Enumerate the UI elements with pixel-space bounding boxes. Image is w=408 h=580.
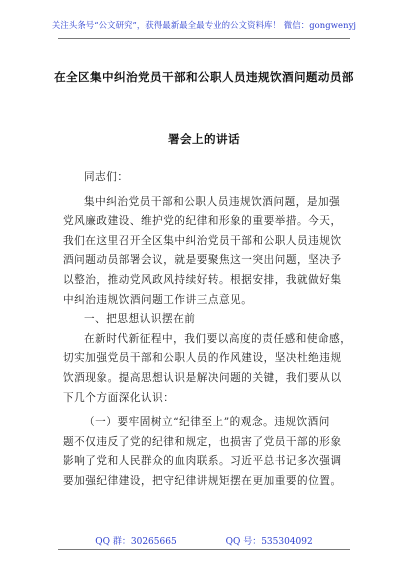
document-title-line-2: 署会上的讲话	[168, 132, 240, 146]
paragraph-line: 要加强纪律建设，把守纪律讲规矩摆在更加重要的位置。	[63, 474, 342, 487]
header-divider	[58, 38, 350, 39]
greeting: 同志们：	[84, 171, 129, 183]
paragraph-line: 饮酒现象。提高思想认识是解决问题的关键，我们要从以	[63, 371, 342, 384]
paragraph-line: 党风廉政建设、维护党的纪律和形象的重要举措。今天，	[63, 215, 342, 228]
paragraph-line: 中纠治违规饮酒问题工作讲三点意见。	[63, 293, 253, 306]
paragraph-line: 题不仅违反了党的纪律和规定，也损害了党员干部的形象	[63, 435, 342, 448]
header-banner: 关注头条号“公文研究”，获得最新最全最专业的公文资料库！ 微信：gongwenyj	[51, 20, 357, 30]
paragraph-line: 切实加强党员干部和公职人员的作风建设，坚决杜绝违规	[63, 352, 342, 365]
paragraph-line: 下几个方面深化认识：	[63, 391, 175, 404]
paragraph-line: （一）要牢固树立“纪律至上”的观念。违规饮酒问	[84, 416, 330, 429]
paragraph-line: 酒问题动员部署会议，就是要聚焦这一突出问题，坚决予	[63, 254, 342, 267]
footer-contact	[0, 534, 408, 547]
paragraph-line: 集中纠治党员干部和公职人员违规饮酒问题，是加强	[84, 195, 341, 208]
qq-number-label: QQ 号：535304092	[225, 537, 313, 547]
document-body	[63, 168, 352, 492]
footer-divider	[58, 549, 350, 550]
paragraph-line: 我们在这里召开全区集中纠治党员干部和公职人员违规饮	[63, 234, 342, 247]
paragraph-line: 影响了党和人民群众的血肉联系。习近平总书记多次强调	[63, 455, 342, 468]
qq-group-label: QQ 群：30265665	[95, 537, 177, 547]
paragraph-line: 以整治，推动党风政风持续好转。根据安排，我就做好集	[63, 273, 342, 286]
document-title-line-1: 在全区集中纠治党员干部和公职人员违规饮酒问题动员部	[54, 70, 354, 84]
paragraph-line: 在新时代新征程中，我们要以高度的责任感和使命感，	[84, 332, 352, 345]
section-heading: 一、把思想认识摆在前	[84, 313, 196, 326]
